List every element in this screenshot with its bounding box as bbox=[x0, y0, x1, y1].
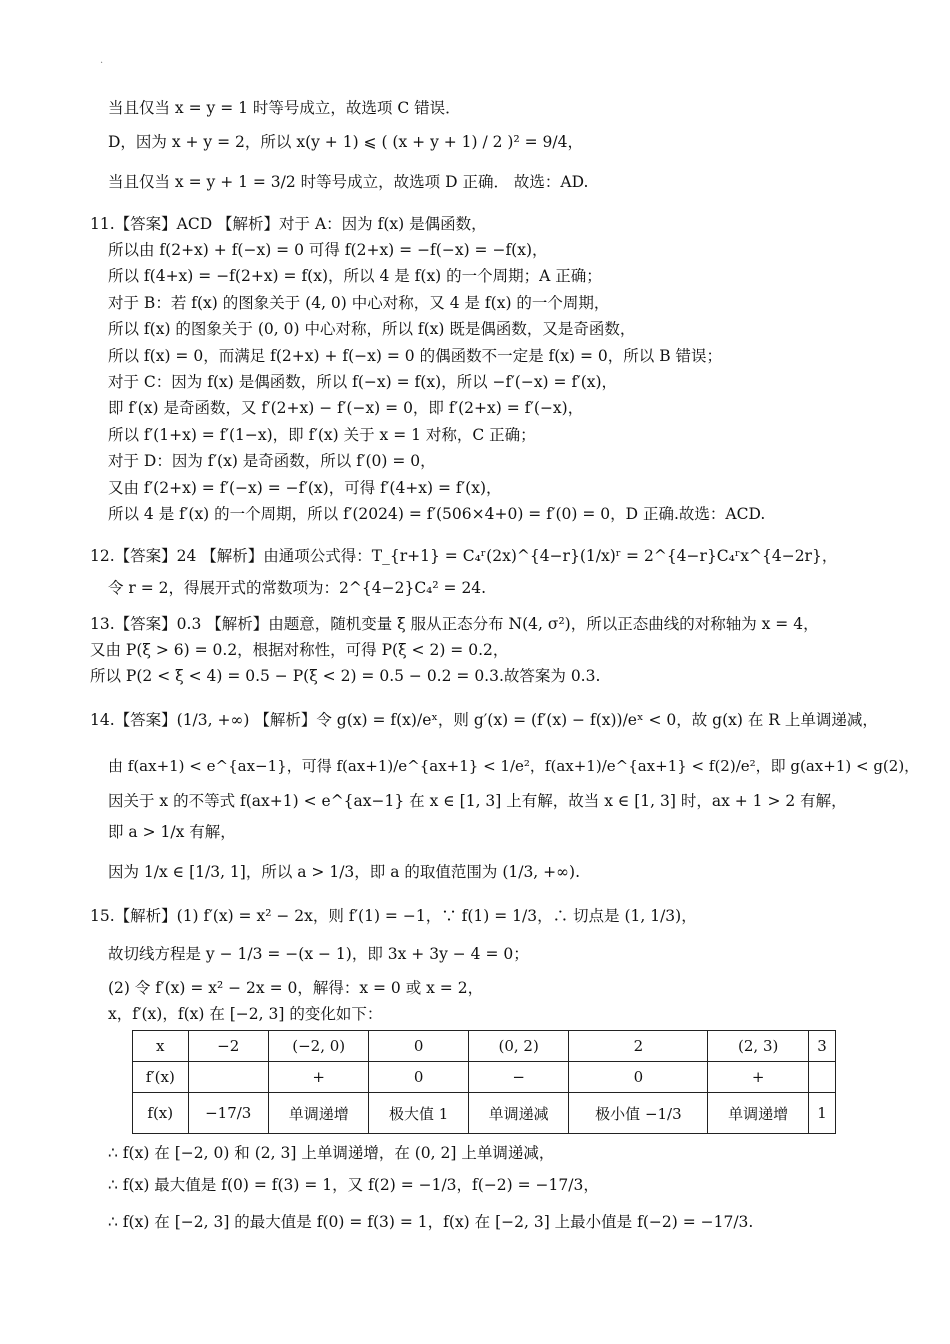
margin-dot: · bbox=[100, 58, 104, 69]
table-row bbox=[133, 1031, 836, 1062]
text-line: 对于 C：因为 f(x) 是偶函数，所以 f(−x) = f(x)，所以 −f′(−x) = f′(x)， bbox=[108, 373, 618, 391]
text-line: 所以 f′(1+x) = f′(1−x)，即 f′(x) 关于 x = 1 对称，C 正确； bbox=[108, 426, 536, 444]
answer-14-heading: 14.【答案】(1/3, +∞) 【解析】令 g(x) = f(x)/eˣ，则 g′(x) = (f′(x) − f(x))/eˣ < 0，故 g(x) 在 R 上单调递减， bbox=[90, 711, 878, 729]
text-line: 所以 f(x) 的图象关于 (0, 0) 中心对称，所以 f(x) 既是偶函数，又是奇函数， bbox=[108, 320, 636, 338]
text-line: 对于 B：若 f(x) 的图象关于 (4, 0) 中心对称，又 4 是 f(x) 的一个周期， bbox=[108, 294, 610, 312]
text-line: 因关于 x 的不等式 f(ax+1) < e^{ax−1} 在 x ∈ [1, 3] 上有解，故当 x ∈ [1, 3] 时，ax + 1 > 2 有解， bbox=[108, 792, 847, 810]
table-cell: 1 bbox=[808, 1093, 835, 1134]
table-cell: (0, 2) bbox=[468, 1031, 568, 1062]
text-line: 又由 P(ξ > 6) = 0.2，根据对称性，可得 P(ξ < 2) = 0.2， bbox=[90, 641, 509, 659]
text-line: ∴ f(x) 在 [−2, 3] 的最大值是 f(0) = f(3) = 1，f(x) 在 [−2, 3] 上最小值是 f(−2) = −17/3. bbox=[108, 1213, 754, 1231]
table-cell bbox=[808, 1062, 835, 1093]
table-cell: (2, 3) bbox=[708, 1031, 808, 1062]
table-cell: 0 bbox=[369, 1031, 468, 1062]
table-cell: 3 bbox=[808, 1031, 835, 1062]
table-cell: − bbox=[468, 1062, 568, 1093]
text-line: 对于 D：因为 f′(x) 是奇函数，所以 f′(0) = 0， bbox=[108, 452, 436, 470]
text-line: 因为 1/x ∈ [1/3, 1]，所以 a > 1/3，即 a 的取值范围为 (1/3, +∞). bbox=[108, 863, 581, 881]
table-row bbox=[133, 1062, 836, 1093]
answer-11-heading: 11.【答案】ACD 【解析】对于 A：因为 f(x) 是偶函数， bbox=[90, 215, 487, 233]
text-line: 又由 f′(2+x) = f′(−x) = −f′(x)，可得 f′(4+x) = f′(x)， bbox=[108, 479, 502, 497]
table-cell: x bbox=[133, 1031, 189, 1062]
text-line: ∴ f(x) 在 [−2, 0) 和 (2, 3] 上单调递增，在 (0, 2] 上单调递减， bbox=[108, 1144, 555, 1162]
table-cell: 单调递增 bbox=[268, 1093, 368, 1134]
text-line: ∴ f(x) 最大值是 f(0) = f(3) = 1，又 f(2) = −1/3，f(−2) = −17/3， bbox=[108, 1176, 599, 1194]
table-cell: 0 bbox=[369, 1062, 468, 1093]
table-cell bbox=[188, 1062, 268, 1093]
text-line: 由 f(ax+1) < e^{ax−1}，可得 f(ax+1)/e^{ax+1} < 1/e²，f(ax+1)/e^{ax+1} < f(2)/e²，即 g(ax+1) < g(2)， bbox=[108, 757, 920, 775]
text-line: 当且仅当 x = y + 1 = 3/2 时等号成立，故选项 D 正确． 故选：AD. bbox=[108, 173, 589, 191]
table-cell: (−2, 0) bbox=[268, 1031, 368, 1062]
table-cell: 极小值 −1/3 bbox=[569, 1093, 708, 1134]
table-cell: + bbox=[708, 1062, 808, 1093]
table-cell: −2 bbox=[188, 1031, 268, 1062]
variation-table bbox=[132, 1030, 836, 1134]
table-cell: 0 bbox=[569, 1062, 708, 1093]
text-line: x，f′(x)，f(x) 在 [−2, 3] 的变化如下： bbox=[108, 1005, 383, 1023]
text-line: D，因为 x + y = 2，所以 x(y + 1) ⩽ ( (x + y + 1) / 2 )² = 9/4， bbox=[108, 133, 583, 151]
text-line: 令 r = 2，得展开式的常数项为：2^{4−2}C₄² = 24. bbox=[108, 579, 487, 597]
table-cell: f′(x) bbox=[133, 1062, 189, 1093]
text-line: 当且仅当 x = y = 1 时等号成立，故选项 C 错误． bbox=[108, 99, 461, 117]
text-line: 所以 f(4+x) = −f(2+x) = f(x)，所以 4 是 f(x) 的一个周期；A 正确； bbox=[108, 267, 602, 285]
answer-15-heading: 15.【解析】(1) f′(x) = x² − 2x，则 f′(1) = −1，∵ f(1) = 1/3，∴ 切点是 (1, 1/3)， bbox=[90, 907, 697, 925]
text-line: 即 f′(x) 是奇函数，又 f′(2+x) − f′(−x) = 0，即 f′(2+x) = f′(−x)， bbox=[108, 399, 584, 417]
answer-12-heading: 12.【答案】24 【解析】由通项公式得：T_{r+1} = C₄ʳ(2x)^{4−r}(1/x)ʳ = 2^{4−r}C₄ʳx^{4−2r}， bbox=[90, 547, 838, 565]
text-line: (2) 令 f′(x) = x² − 2x = 0，解得：x = 0 或 x = 2， bbox=[108, 979, 484, 997]
table-cell: −17/3 bbox=[188, 1093, 268, 1134]
text-line: 所以 4 是 f′(x) 的一个周期，所以 f′(2024) = f′(506×4+0) = f′(0) = 0，D 正确.故选：ACD. bbox=[108, 505, 766, 523]
text-line: 所以 f(x) = 0，而满足 f(2+x) + f(−x) = 0 的偶函数不一定是 f(x) = 0，所以 B 错误； bbox=[108, 347, 723, 365]
text-line: 故切线方程是 y − 1/3 = −(x − 1)，即 3x + 3y − 4 = 0； bbox=[108, 945, 529, 963]
answer-13-heading: 13.【答案】0.3 【解析】由题意，随机变量 ξ 服从正态分布 N(4, σ²)，所以正态曲线的对称轴为 x = 4， bbox=[90, 615, 819, 633]
table-cell: 2 bbox=[569, 1031, 708, 1062]
table-cell: 极大值 1 bbox=[369, 1093, 468, 1134]
table-cell: f(x) bbox=[133, 1093, 189, 1134]
table-cell: 单调递增 bbox=[708, 1093, 808, 1134]
text-line: 即 a > 1/x 有解， bbox=[108, 823, 236, 841]
table-row bbox=[133, 1093, 836, 1134]
text-line: 所以 P(2 < ξ < 4) = 0.5 − P(ξ < 2) = 0.5 − 0.2 = 0.3.故答案为 0.3. bbox=[90, 667, 601, 685]
table-cell: + bbox=[268, 1062, 368, 1093]
text-line: 所以由 f(2+x) + f(−x) = 0 可得 f(2+x) = −f(−x) = −f(x)， bbox=[108, 241, 548, 259]
table-cell: 单调递减 bbox=[468, 1093, 568, 1134]
